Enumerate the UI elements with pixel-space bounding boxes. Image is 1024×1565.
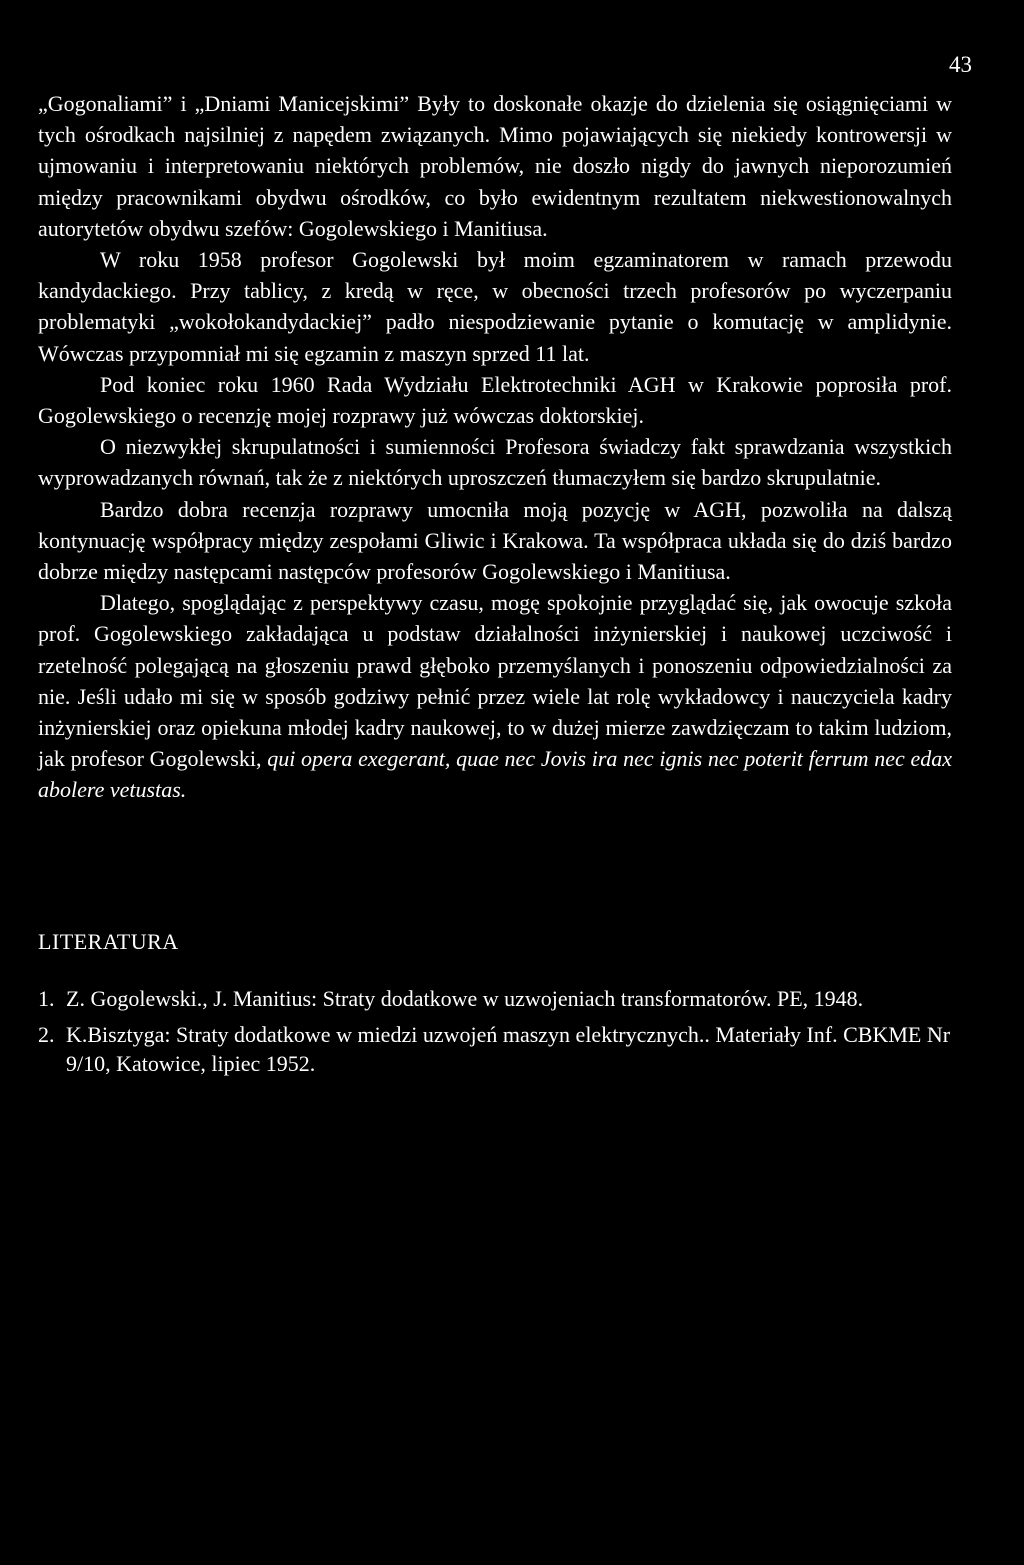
reference-number: 1. bbox=[38, 986, 55, 1011]
reference-item bbox=[38, 984, 952, 1013]
reference-text: K.Bisztyga: Straty dodatkowe w miedzi uzwojeń maszyn elektrycznych.. Materiały Inf. CBKME Nr 9/10, Katowice, lipiec 1952. bbox=[66, 1022, 951, 1076]
paragraph-final bbox=[38, 587, 952, 805]
paragraph: O niezwykłej skrupulatności i sumienności Profesora świadczy fakt sprawdzania wszystkich wyprowadzanych równań, tak że z niektórych uproszczeń tłumaczyłem się bardzo skrupulatnie. bbox=[38, 434, 952, 491]
reference-list bbox=[38, 984, 952, 1085]
page-number: 43 bbox=[949, 52, 972, 77]
reference-text: Z. Gogolewski., J. Manitius: Straty dodatkowe w uzwojeniach transformatorów. PE, 1948. bbox=[66, 986, 864, 1011]
literature-heading: LITERATURA bbox=[38, 929, 179, 954]
body-text bbox=[38, 88, 952, 806]
paragraph: Pod koniec roku 1960 Rada Wydziału Elektrotechniki AGH w Krakowie poprosiła prof. Gogolewskiego o recenzję mojej rozprawy już wówczas doktorskiej. bbox=[38, 371, 952, 429]
paragraph: Bardzo dobra recenzja rozprawy umocniła moją pozycję w AGH, pozwoliła na dalszą kontynuację współpracy między zespołami Gliwic i Krakowa. Ta współpraca układa się do dziś bardzo dobrze między następcami następców profesorów Gogolewskiego i Manitiusa. bbox=[38, 496, 952, 585]
paragraph: W roku 1958 profesor Gogolewski był moim egzaminatorem w ramach przewodu kandydackiego. Przy tablicy, z kredą w ręce, w obecności trzech profesorów po wyczerpaniu problematyki „wokołokandydackiej” padło niespodziewanie pytanie o komutację w amplidynie. Wówczas przypomniał mi się egzamin z maszyn sprzed 11 lat. bbox=[38, 247, 952, 366]
paragraph: „Gogonaliami” i „Dniami Manicejskimi” Były to doskonałe okazje do dzielenia się osiągnięciami w tych ośrodkach najsilniej z napędem związanych. Mimo pojawiających się niekiedy kontrowersji w ujmowaniu i interpretowaniu niektórych problemów, nie doszło nigdy do jawnych nieporozumień między pracownikami obydwu ośrodków, co było ewidentnym rezultatem niekwestionowalnych autorytetów obydwu szefów: Gogolewskiego i Manitiusa. bbox=[38, 91, 952, 241]
paragraph-final-text: Dlatego, spoglądając z perspektywy czasu, mogę spokojnie przyglądać się, jak owocuje szkoła prof. Gogolewskiego zakładająca u podstaw działalności inżynierskiej i naukowej uczciwość i rzetelność polegającą na głoszeniu prawd głęboko przemyślanych i ponoszeniu odpowiedzialności za nie. Jeśli udało mi się w sposób godziwy pełnić przez wiele lat rolę wykładowcy i nauczyciela kadry inżynierskiej oraz opiekuna młodej kadry naukowej, to w dużej mierze zawdzięczam to takim ludziom, jak profesor Gogolewski, bbox=[38, 590, 952, 772]
reference-item bbox=[38, 1020, 952, 1078]
reference-number: 2. bbox=[38, 1022, 55, 1047]
latin-quote: qui opera exegerant, quae nec Jovis ira nec ignis nec poterit ferrum nec edax abolere vetustas. bbox=[38, 746, 952, 803]
